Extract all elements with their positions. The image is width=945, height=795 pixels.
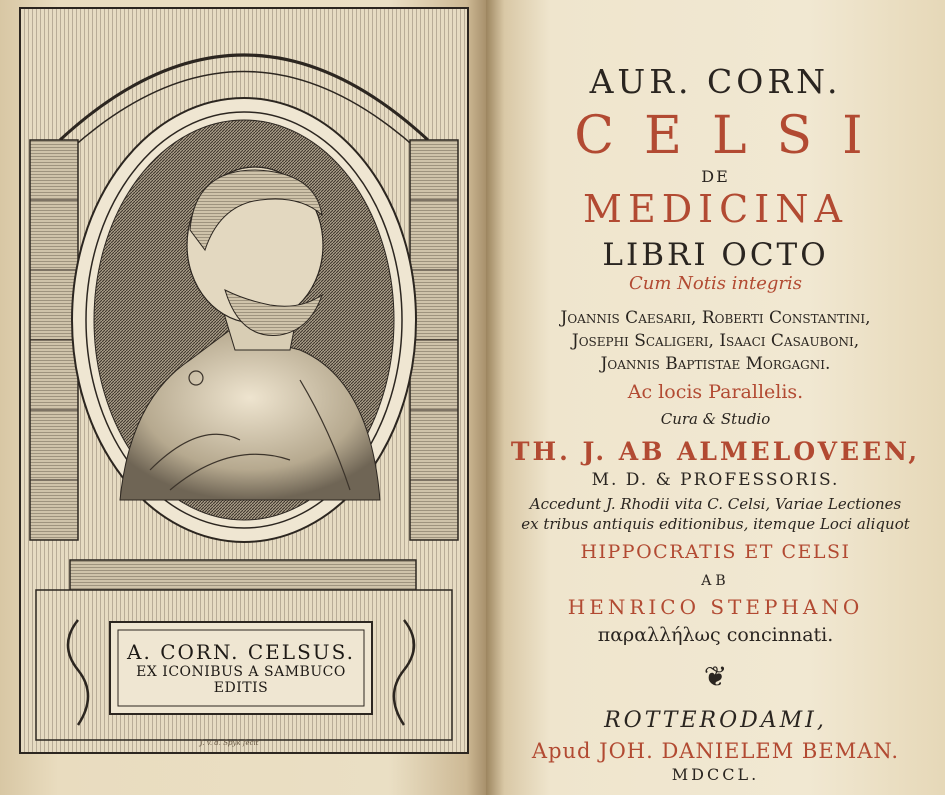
place-line: ROTTERODAMI, [604,708,827,733]
name-celsi: CELSI [574,106,893,166]
commentators-line-3: Joannis Baptistae Morgagni. [600,354,831,374]
greek-line: παραλλήλως concinnati. [597,624,834,646]
publisher-line: Apud JOH. DANIELEM BEMAN. [531,739,900,763]
engraver-signature: J. v. d. Spyk fecit [200,739,259,747]
cura-line: Cura & Studio [660,410,771,428]
year-line: MDCCL. [671,765,760,784]
ab-line: AB [701,573,730,589]
caption-line-2: EX ICONIBUS A SAMBUCO EDITIS [136,664,346,696]
cum-notis-line: Cum Notis integris [628,273,803,294]
henrico-line: HENRICO STEPHANO [567,595,864,619]
editor-title-line: M. D. & PROFESSORIS. [591,470,840,490]
accedunt-line-1: Accedunt J. Rhodii vita C. Celsi, Variae Lectiones [529,495,902,513]
de-line: DE [701,167,730,186]
printer-ornament-icon: ❦ [703,660,728,693]
medicina-line: MEDICINA [583,187,848,231]
author-line: AUR. CORN. [589,62,842,101]
frontispiece-caption [124,640,358,696]
libri-line: LIBRI OCTO [602,237,829,273]
caption-line-1: A. CORN. CELSUS. [127,640,355,664]
ac-locis-line: Ac locis Parallelis. [627,381,804,403]
commentators-line-1: Joannis Caesarii, Roberti Constantini, [560,308,871,328]
accedunt-line-2: ex tribus antiquis editionibus, itemque Loci aliquot [521,515,910,533]
editor-line: TH. J. AB ALMELOVEEN, [510,437,921,466]
hippocratis-line: HIPPOCRATIS ET CELSI [580,541,851,563]
title-page-text [486,0,945,795]
commentators-line-2: Josephi Scaligeri, Isaaci Casauboni, [571,331,860,351]
